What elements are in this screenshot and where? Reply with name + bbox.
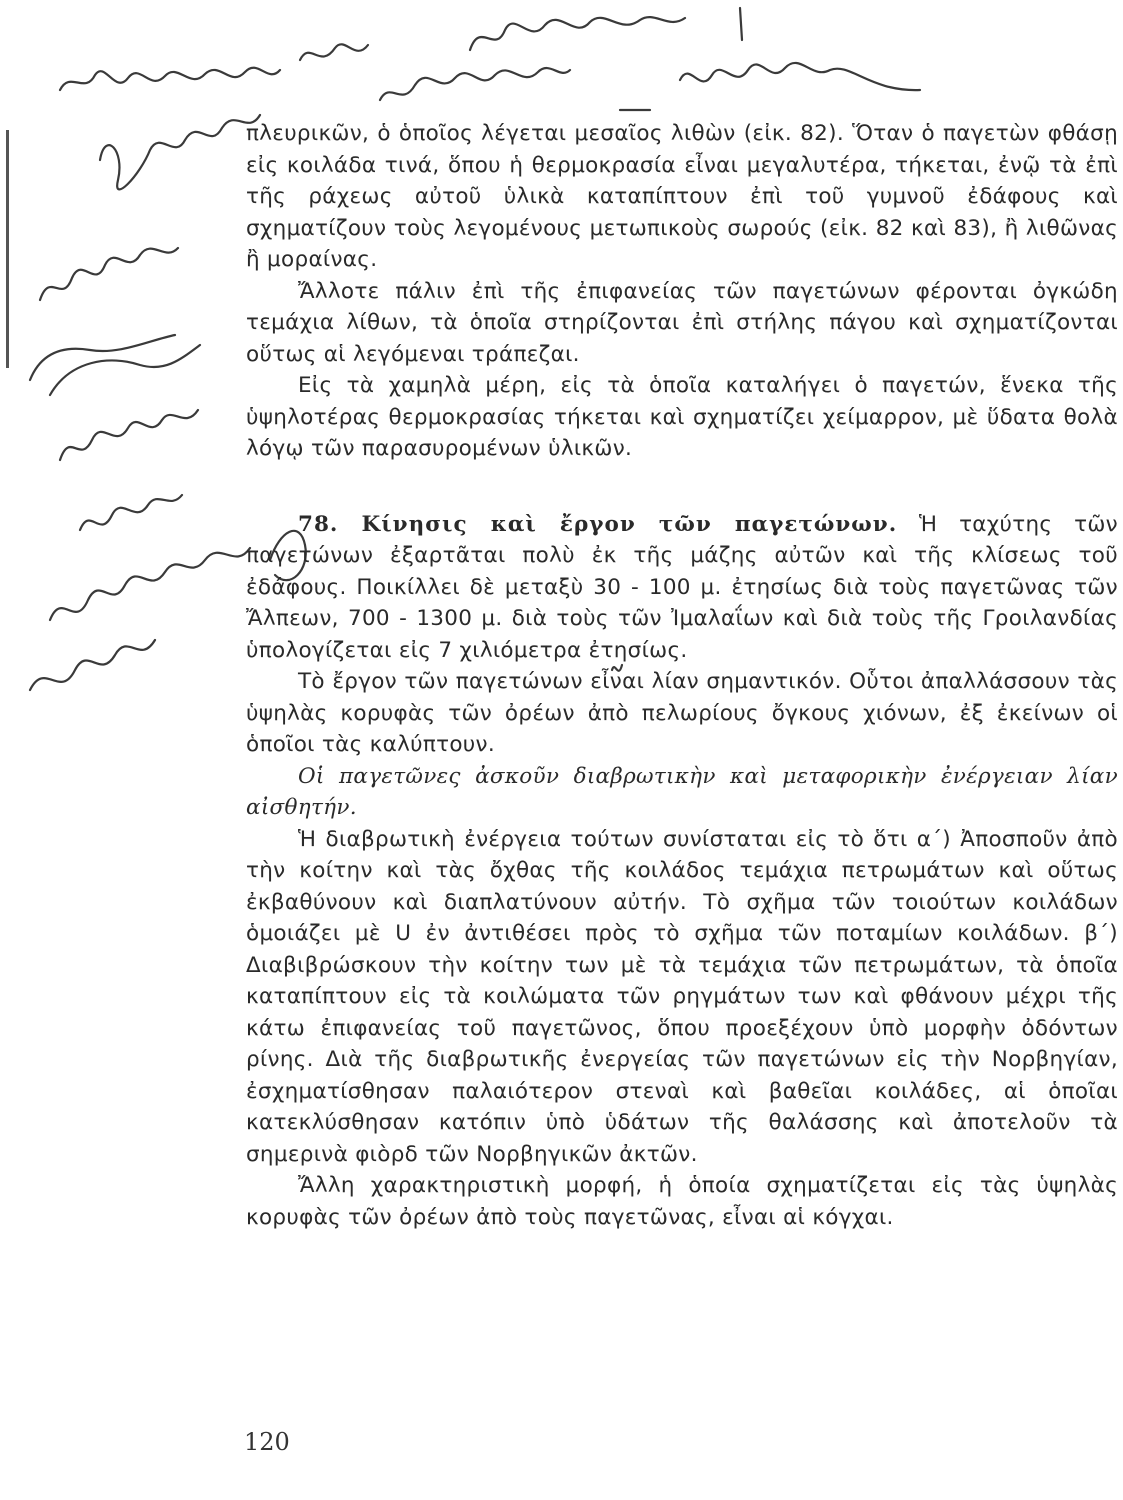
paragraph: Τὸ ἔργον τῶν παγετώνων εἶναι λίαν σημαντικόν. Οὗτοι ἀπαλλάσσουν τὰς ὑψηλὰς κορυφὰς τῶν ὀρέων ἀπὸ πελωρίους ὄγκους χιόνων, ἐξ ἐκείνων οἱ ὁποῖοι τὰς καλύπτουν. xyxy=(246,669,1118,757)
body-text xyxy=(246,118,1118,1233)
paragraph: Οἱ παγετῶνες ἀσκοῦν διαβρωτικὴν καὶ μεταφορικὴν ἐνέργειαν λίαν αἰσθητήν. xyxy=(246,763,1118,820)
section-heading: 78. Κίνησις καὶ ἔργον τῶν παγετώνων. xyxy=(298,511,898,537)
paragraph: Εἰς τὰ χαμηλὰ μέρη, εἰς τὰ ὁποῖα καταλήγει ὁ παγετών, ἕνεκα τῆς ὑψηλοτέρας θερμοκρασίας τήκεται καὶ σχηματίζει χείμαρρον, μὲ ὕδατα θολὰ λόγῳ τῶν παρασυρομένων ὑλικῶν. xyxy=(246,373,1118,461)
paragraph: Ἡ διαβρωτικὴ ἐνέργεια τούτων συνίσταται εἰς τὸ ὅτι α΄) Ἀποσποῦν ἀπὸ τὴν κοίτην καὶ τὰς ὄχθας τῆς κοιλάδος τεμάχια πετρωμάτων καὶ οὕτως ἐκβαθύνουν καὶ διαπλατύνουν αὐτήν. Τὸ σχῆμα τῶν τοιούτων κοιλάδων ὁμοιάζει μὲ U ἐν ἀντιθέσει πρὸς τὸ σχῆμα τῶν ποταμίων κοιλάδων. β΄) Διαβιβρώσκουν τὴν κοίτην των μὲ τὰ τεμάχια τῶν πετρωμάτων, τὰ ὁποῖα καταπίπτουν εἰς τὰ κοιλώματα τῶν ρηγμάτων των καὶ φθάνουν μέχρι τῆς κάτω ἐπιφανείας τοῦ παγετῶνος, ὅπου προεξέχουν ὑπὸ μορφὴν ὀδόντων ρίνης. Διὰ τῆς διαβρωτικῆς ἐνεργείας τῶν παγετώνων εἰς τὴν Νορβηγίαν, ἐσχηματίσθησαν παλαιότερον στεναὶ καὶ βαθεῖαι κοιλάδες, αἱ ὁποῖαι κατεκλύσθησαν κατόπιν ὑπὸ ὑδάτων τῆς θαλάσσης καὶ ἀποτελοῦν τὰ σημερινὰ φιὸρδ τῶν Νορβηγικῶν ἀκτῶν. xyxy=(246,826,1118,1167)
section-paragraph xyxy=(246,509,1118,667)
paragraph: Ἄλλοτε πάλιν ἐπὶ τῆς ἐπιφανείας τῶν παγετώνων φέρονται ὀγκώδη τεμάχια λίθων, τὰ ὁποῖα στηρίζονται ἐπὶ στήλης πάγου καὶ σχηματίζονται οὕτως αἱ λεγόμεναι τράπεζαι. xyxy=(246,278,1118,367)
paragraph: πλευρικῶν, ὁ ὁποῖος λέγεται μεσαῖος λιθὼν (εἰκ. 82). Ὅταν ὁ παγετὼν φθάσῃ εἰς κοιλάδα τινά, ὅπου ἡ θερμοκρασία εἶναι μεγαλυτέρα, τήκεται, ἐνῷ τὰ ἐπὶ τῆς ράχεως αὐτοῦ ὑλικὰ καταπίπτουν ἐπὶ τοῦ γυμνοῦ ἐδάφους καὶ σχηματίζουν τοὺς λεγομένους μετωπικοὺς σωρούς (εἰκ. 82 καὶ 83), ἢ λιθῶνας ἢ μοραίνας. xyxy=(246,121,1118,272)
paragraph: Ἄλλη χαρακτηριστικὴ μορφή, ἡ ὁποία σχηματίζεται εἰς τὰς ὑψηλὰς κορυφὰς τῶν ὀρέων ἀπὸ τοὺς παγετῶνας, εἶναι αἱ κόγχαι. xyxy=(246,1173,1118,1230)
paragraph-text: Ἡ ταχύτης τῶν παγετώνων ἐξαρτᾶται πολὺ ἐκ τῆς μάζης αὐτῶν καὶ τῆς κλίσεως τοῦ ἐδάφους. Ποικίλλει δὲ μεταξὺ 30 - 100 μ. ἐτησίως διὰ τοὺς παγετῶνας τῶν Ἄλπεων, 700 - 1300 μ. διὰ τοὺς τῶν Ἰμαλαΐων καὶ διὰ τοὺς τῆς Γροιλανδίας ὑπολογίζεται εἰς 7 χιλιόμετρα ἐτησίως. xyxy=(246,511,1118,663)
margin-line xyxy=(6,130,9,368)
page-number: 120 xyxy=(244,1428,290,1456)
